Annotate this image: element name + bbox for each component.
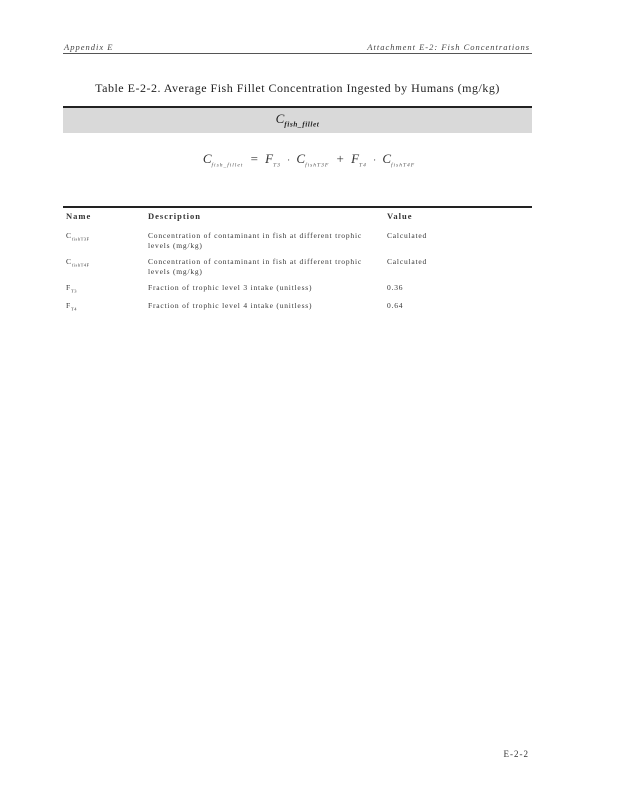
page-number: E-2-2 [503,749,529,759]
row-description: Concentration of contaminant in fish at different trophic levels (mg/kg) [148,231,362,250]
eq-lhs-sub: fish_fillet [211,162,244,169]
eq-t1-f: F [265,151,274,166]
eq-lhs [202,151,244,169]
eq-t2-c: C [382,151,391,166]
eq-term1-c [296,151,330,169]
row-value: Calculated [387,231,428,240]
row-name-symbol: C [66,231,72,240]
header-attachment: Attachment E-2: Fish Concentrations [367,42,530,52]
column-header-description: Description [148,211,202,221]
band-variable-symbol [63,111,532,129]
row-value: 0.64 [387,301,404,310]
eq-t2-f-sub: T4 [359,162,367,169]
header-rule [63,53,532,54]
eq-term2-f [351,151,367,169]
row-name-cell [66,283,77,297]
row-description: Concentration of contaminant in fish at different trophic levels (mg/kg) [148,257,362,276]
eq-equals: = [250,151,258,166]
band-symbol: C [275,111,285,126]
eq-t1-c: C [296,151,306,166]
row-value: 0.36 [387,283,404,292]
row-name-cell [66,257,90,271]
eq-t2-c-sub: fishT4F [391,162,416,169]
eq-t1-f-sub: T3 [273,162,281,169]
eq-lhs-symbol: C [202,151,212,166]
eq-term1-f [265,151,281,169]
band-subscript: fish_fillet [284,119,320,129]
row-name-symbol: C [66,257,72,266]
row-name-sub: T4 [70,306,77,312]
row-name-sub: fishT3F [71,236,90,242]
row-name-cell [66,231,90,245]
eq-term2-c [382,151,416,169]
eq-dot-1: · [287,155,291,165]
row-value: Calculated [387,257,428,266]
eq-t2-f: F [351,151,360,166]
table-title: Table E-2-2. Average Fish Fillet Concentration Ingested by Humans (mg/kg) [95,81,500,95]
table-top-rule [63,206,532,208]
row-name-sub: T3 [70,288,77,294]
row-name-symbol: F [66,283,71,292]
equation [0,151,618,169]
header-appendix: Appendix E [64,42,114,52]
eq-t1-c-sub: fishT3F [305,162,330,169]
row-name-symbol: F [66,301,71,310]
row-description: Fraction of trophic level 3 intake (unitless) [148,283,313,292]
variable-band [63,106,532,133]
column-header-value: Value [387,211,413,221]
eq-plus: + [336,151,344,166]
row-name-sub: fishT4F [71,262,90,268]
eq-dot-2: · [373,155,377,165]
column-header-name: Name [66,211,92,221]
row-description: Fraction of trophic level 4 intake (unitless) [148,301,313,310]
row-name-cell [66,301,77,315]
